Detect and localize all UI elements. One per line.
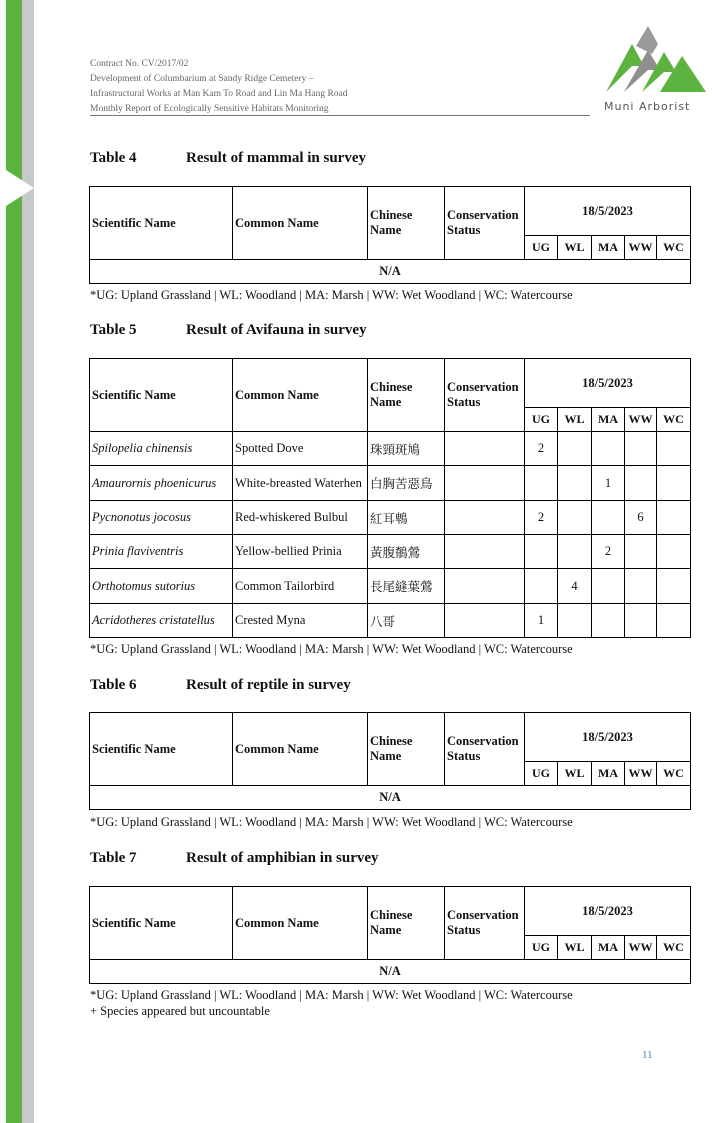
col-ww: WW — [625, 236, 657, 260]
table-7-footnote: *UG: Upland Grassland | WL: Woodland | MA: Marsh | WW: Wet Woodland | WC: Watercourse — [90, 988, 573, 1002]
col-ug: UG — [525, 236, 558, 260]
scientific-name-cell: Pycnonotus jocosus — [90, 501, 233, 535]
col-scientific-name: Scientific Name — [90, 359, 233, 432]
count-wc — [657, 604, 691, 638]
table-6-reptile — [89, 712, 691, 810]
document-header — [90, 57, 590, 117]
count-ww: 6 — [625, 501, 657, 535]
side-bar-green — [6, 0, 22, 1123]
col-ww: WW — [625, 762, 657, 786]
common-name-cell: Common Tailorbird — [233, 569, 368, 604]
chinese-name-cell: 白胸苦惡鳥 — [368, 466, 445, 501]
count-ww — [625, 569, 657, 604]
no-record-cell: N/A — [90, 960, 691, 984]
col-common-name: Common Name — [233, 359, 368, 432]
conservation-status-cell — [445, 501, 525, 535]
col-chinese-name: Chinese Name — [368, 359, 445, 432]
count-ug — [525, 535, 558, 569]
table-4-title: Result of mammal in survey — [186, 150, 366, 166]
col-conservation-status: Conservation Status — [445, 713, 525, 786]
col-survey-date: 18/5/2023 — [525, 359, 691, 408]
col-wc: WC — [657, 936, 691, 960]
page-number: 11 — [642, 1049, 653, 1061]
col-ma: MA — [592, 936, 625, 960]
table-5-number: Table 5 — [90, 322, 137, 338]
col-ug: UG — [525, 762, 558, 786]
common-name-cell: Yellow-bellied Prinia — [233, 535, 368, 569]
col-wl: WL — [558, 762, 592, 786]
count-ma — [592, 501, 625, 535]
scientific-name-cell: Amaurornis phoenicurus — [90, 466, 233, 501]
conservation-status-cell — [445, 466, 525, 501]
chinese-name-cell: 八哥 — [368, 604, 445, 638]
table-7-number: Table 7 — [90, 850, 137, 866]
col-survey-date: 18/5/2023 — [525, 713, 691, 762]
count-ma — [592, 569, 625, 604]
table-row — [90, 535, 691, 569]
col-scientific-name: Scientific Name — [90, 887, 233, 960]
col-scientific-name: Scientific Name — [90, 713, 233, 786]
col-chinese-name: Chinese Name — [368, 713, 445, 786]
col-ug: UG — [525, 408, 558, 432]
count-ww — [625, 432, 657, 466]
count-wl — [558, 466, 592, 501]
table-4-mammal — [89, 186, 691, 284]
table-4-footnote: *UG: Upland Grassland | WL: Woodland | MA: Marsh | WW: Wet Woodland | WC: Watercourse — [90, 288, 573, 302]
col-conservation-status: Conservation Status — [445, 187, 525, 260]
count-ma — [592, 432, 625, 466]
count-wc — [657, 432, 691, 466]
common-name-cell: Spotted Dove — [233, 432, 368, 466]
col-ww: WW — [625, 408, 657, 432]
count-ma — [592, 604, 625, 638]
scientific-name-cell: Prinia flaviventris — [90, 535, 233, 569]
table-7-title: Result of amphibian in survey — [186, 850, 379, 866]
header-line-project: Development of Columbarium at Sandy Ridge Cemetery – — [90, 74, 314, 84]
table-5-title: Result of Avifauna in survey — [186, 322, 367, 338]
table-4-caption — [90, 150, 366, 167]
conservation-status-cell — [445, 569, 525, 604]
col-ma: MA — [592, 408, 625, 432]
table-5-caption — [90, 322, 367, 339]
count-ww — [625, 535, 657, 569]
header-divider — [90, 115, 590, 116]
table-6-title: Result of reptile in survey — [186, 677, 351, 693]
col-common-name: Common Name — [233, 713, 368, 786]
count-wc — [657, 569, 691, 604]
table-6-footnote: *UG: Upland Grassland | WL: Woodland | MA: Marsh | WW: Wet Woodland | WC: Watercourse — [90, 815, 573, 829]
count-ug: 2 — [525, 501, 558, 535]
scientific-name-cell: Spilopelia chinensis — [90, 432, 233, 466]
col-common-name: Common Name — [233, 187, 368, 260]
common-name-cell: Crested Myna — [233, 604, 368, 638]
col-survey-date: 18/5/2023 — [525, 887, 691, 936]
col-wc: WC — [657, 762, 691, 786]
table-row — [90, 569, 691, 604]
table-6-caption — [90, 677, 351, 694]
count-wl: 4 — [558, 569, 592, 604]
count-ww — [625, 604, 657, 638]
side-bar-gray — [22, 0, 34, 1123]
uncountable-species-note: + Species appeared but uncountable — [90, 1004, 270, 1018]
no-record-cell: N/A — [90, 786, 691, 810]
col-conservation-status: Conservation Status — [445, 359, 525, 432]
count-wl — [558, 432, 592, 466]
col-common-name: Common Name — [233, 887, 368, 960]
table-row — [90, 432, 691, 466]
col-chinese-name: Chinese Name — [368, 887, 445, 960]
scientific-name-cell: Acridotheres cristatellus — [90, 604, 233, 638]
table-7-caption — [90, 850, 379, 867]
col-wc: WC — [657, 408, 691, 432]
count-wc — [657, 535, 691, 569]
col-wc: WC — [657, 236, 691, 260]
count-ug: 2 — [525, 432, 558, 466]
header-line-works: Infrastructural Works at Man Kam To Road and Lin Ma Hang Road — [90, 89, 348, 99]
chinese-name-cell: 黃腹鶺鶯 — [368, 535, 445, 569]
col-survey-date: 18/5/2023 — [525, 187, 691, 236]
logo-wordmark: Muni Arborist — [604, 100, 691, 113]
col-wl: WL — [558, 936, 592, 960]
count-wc — [657, 466, 691, 501]
count-wc — [657, 501, 691, 535]
conservation-status-cell — [445, 535, 525, 569]
count-wl — [558, 501, 592, 535]
count-ug — [525, 569, 558, 604]
col-ww: WW — [625, 936, 657, 960]
no-record-cell: N/A — [90, 260, 691, 284]
table-4-number: Table 4 — [90, 150, 137, 166]
common-name-cell: Red-whiskered Bulbul — [233, 501, 368, 535]
col-ma: MA — [592, 762, 625, 786]
count-wl — [558, 604, 592, 638]
table-row — [90, 466, 691, 501]
chinese-name-cell: 紅耳鵯 — [368, 501, 445, 535]
chinese-name-cell: 長尾縫葉鶯 — [368, 569, 445, 604]
col-wl: WL — [558, 408, 592, 432]
conservation-status-cell — [445, 604, 525, 638]
count-ug — [525, 466, 558, 501]
count-ma: 1 — [592, 466, 625, 501]
header-line-contract: Contract No. CV/2017/02 — [90, 59, 189, 69]
table-row — [90, 604, 691, 638]
table-row — [90, 501, 691, 535]
count-ug: 1 — [525, 604, 558, 638]
col-ug: UG — [525, 936, 558, 960]
table-5-footnote: *UG: Upland Grassland | WL: Woodland | MA: Marsh | WW: Wet Woodland | WC: Watercourse — [90, 642, 573, 656]
table-6-number: Table 6 — [90, 677, 137, 693]
table-5-avifauna — [89, 358, 691, 638]
count-ma: 2 — [592, 535, 625, 569]
col-chinese-name: Chinese Name — [368, 187, 445, 260]
conservation-status-cell — [445, 432, 525, 466]
col-conservation-status: Conservation Status — [445, 887, 525, 960]
side-arrow-marker — [6, 170, 34, 206]
count-ww — [625, 466, 657, 501]
col-scientific-name: Scientific Name — [90, 187, 233, 260]
scientific-name-cell: Orthotomus sutorius — [90, 569, 233, 604]
table-7-amphibian — [89, 886, 691, 984]
count-wl — [558, 535, 592, 569]
chinese-name-cell: 珠頸斑鳩 — [368, 432, 445, 466]
header-line-report: Monthly Report of Ecologically Sensitive Habitats Monitoring — [90, 104, 329, 114]
common-name-cell: White-breasted Waterhen — [233, 466, 368, 501]
col-ma: MA — [592, 236, 625, 260]
col-wl: WL — [558, 236, 592, 260]
